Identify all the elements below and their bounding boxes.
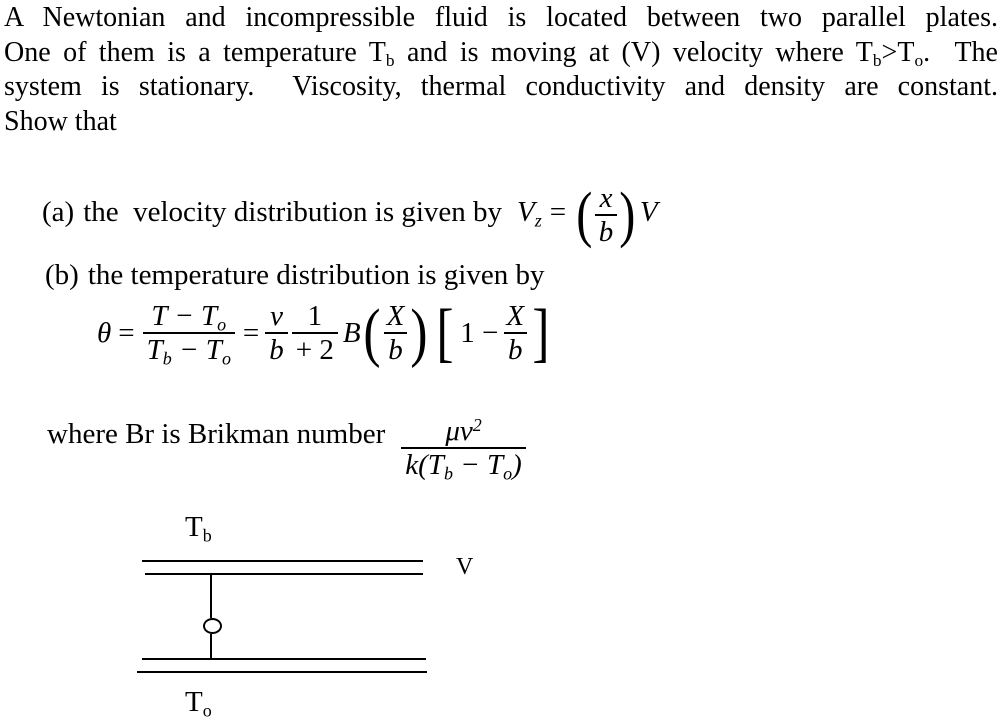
bottom-plate-line-lower (137, 671, 427, 673)
bottom-plate-line-upper (142, 658, 426, 660)
right-bracket: ] (532, 296, 550, 370)
item-b (45, 259, 544, 292)
left-paren: ( (576, 181, 593, 249)
right-paren: ) (410, 296, 428, 370)
one-minus-term: 1 − (460, 316, 499, 349)
fraction-x-over-b: $\frac{x}{b}$ (595, 182, 618, 249)
item-b-text: the temperature distribution is given by (87, 259, 545, 291)
statement-line-2-text: One of them is a temperature T (4, 36, 386, 68)
subscript-b: b (162, 348, 172, 369)
subscript-o: o (217, 314, 227, 335)
subscript-b: b (202, 525, 212, 546)
equals-sign: = (549, 195, 567, 228)
brinkman-text: where Br is Brikman number (47, 417, 386, 450)
left-paren: ( (363, 296, 381, 370)
gap-marker-line-bottom (210, 634, 212, 659)
fraction-X-over-b: $\frac{X}{b}$ (383, 300, 409, 367)
subscript-o: o (202, 700, 212, 721)
left-bracket: [ (436, 296, 454, 370)
bottom-plate-temperature-label: $T_o$ (185, 686, 212, 721)
item-b-label: (b) (45, 259, 79, 291)
subscript-o: o (914, 50, 924, 70)
gap-marker-line-top (210, 575, 212, 618)
item-a (42, 181, 658, 249)
temperature-formula (97, 296, 552, 370)
top-plate-line-upper (142, 560, 423, 562)
fraction-temperature-ratio: $\frac{T - T_o}{T_b - T_o}$ (143, 300, 235, 367)
equals-sign: = (242, 316, 260, 349)
subscript-o: o (221, 348, 231, 369)
symbol-B: B (342, 316, 361, 349)
item-a-label: (a) (42, 195, 75, 228)
statement-line-2 (4, 36, 998, 71)
statement-line-4: Show that (4, 105, 117, 137)
equals-sign: = (118, 316, 135, 349)
symbol-theta: θ (97, 316, 112, 349)
top-plate-line-lower (145, 573, 423, 575)
velocity-label: V (456, 554, 474, 580)
subscript-b: b (385, 50, 395, 70)
subscript-b: b (872, 50, 882, 70)
gap-marker-circle (203, 618, 222, 634)
statement-line-2-text: >T (881, 36, 915, 68)
superscript-2: 2 (472, 415, 482, 436)
statement-line-2-text: and is moving at (V) velocity where T (394, 36, 873, 68)
statement-line-2-text: . The (923, 36, 998, 68)
item-a-text: the velocity distribution is given by (83, 195, 503, 228)
subscript-o: o (503, 463, 513, 484)
statement-line-3: system is stationary. Viscosity, thermal conductivity and density are constant. (4, 71, 998, 103)
top-plate-temperature-label: $T_b$ (185, 511, 212, 546)
subscript-b: b (443, 463, 453, 484)
right-paren: ) (619, 181, 636, 249)
brinkman-definition (47, 415, 526, 482)
statement-line-1: A Newtonian and incompressible fluid is located between two parallel plates. (4, 2, 998, 33)
velocity-formula-lhs (517, 196, 542, 229)
fraction-v-over-b: $\frac{v}{b}$ (265, 300, 288, 367)
problem-statement (4, 1, 998, 139)
fraction-one-over-plus-two: $\frac{1}{+ 2}$ (292, 300, 338, 367)
subscript-z: z (534, 209, 542, 230)
fraction-X-over-b: $\frac{X}{b}$ (502, 300, 528, 367)
symbol-V: V (517, 195, 535, 228)
symbol-V: V (639, 195, 658, 228)
brinkman-fraction: $\frac{\mu v^2}{k(T_b - T_o)}$ (401, 415, 526, 482)
